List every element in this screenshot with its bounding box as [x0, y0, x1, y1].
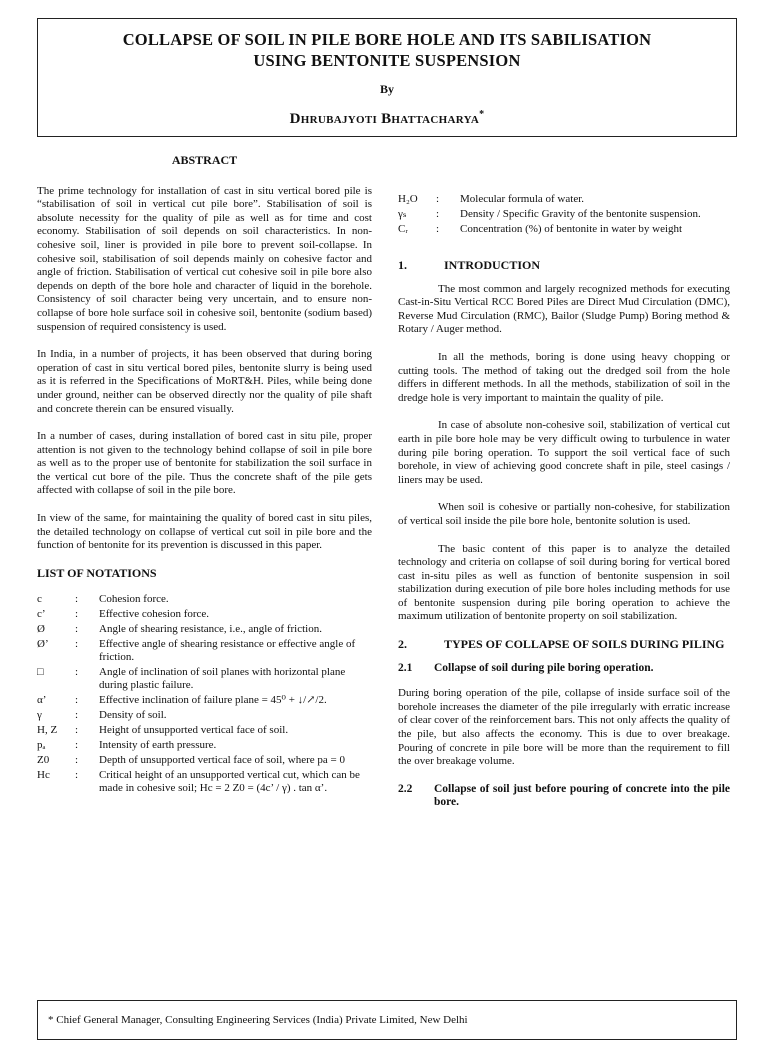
notations-heading: LIST OF NOTATIONS [37, 565, 157, 580]
notation-sep: : [75, 638, 79, 651]
notation-sep: : [75, 593, 79, 606]
notation-row [37, 592, 372, 607]
author-name: Dhrubajyoti Bhattacharya [289, 111, 480, 127]
notation-sep: : [436, 193, 440, 205]
intro-paragraph: In all the methods, boring is done using heavy chopping or cutting tools. The method of taking out the dredged soil from the hole differs in different methods. In all the methods, stabilization of soil in the dredge hole is very important to maintain the quality of pile. [398, 350, 730, 404]
notation-definition: Density of soil. [99, 709, 167, 722]
abstract-paragraph: In India, in a number of projects, it has been observed that during boring operation of cast in situ vertical bored piles, bentonite slurry is being used as it is referred in the Specifications of MoRT&H. Piles, while being done under ground, neither can be observed directly nor the quality of pile shaft and concrete therein can be ensured visually. [37, 348, 372, 415]
intro-paragraph: The most common and largely recognized methods for executing Cast-in-Situ Vertical RCC Bored Piles are Direct Mud Circulation (DMC), Reverse Mud Circulation (RMC), Bailor (Sludge Pump) Boring method & Rotary / Auger method. [398, 282, 730, 336]
left-column [37, 150, 372, 796]
notation-symbol: Hc [37, 769, 50, 782]
notation-definition: Cohesion force. [99, 593, 169, 606]
footnote-text: * Chief General Manager, Consulting Engineering Services (India) Private Limited, New Delhi [48, 1014, 468, 1026]
notation-sep: : [75, 623, 79, 636]
notation-definition: Angle of shearing resistance, i.e., angle of friction. [99, 623, 322, 636]
notation-symbol: c [37, 593, 42, 606]
notation-symbol: Ø [37, 623, 45, 636]
section-title: INTRODUCTION [444, 258, 541, 272]
subsection-2-2-heading [398, 783, 730, 810]
notation-row [37, 738, 372, 753]
notation-symbol: H, Z [37, 724, 58, 737]
notation-sep: : [436, 208, 440, 220]
abstract-paragraph: In a number of cases, during installation of bored cast in situ pile, proper attention is not given to the technology behind collapse of soil in pile bore as well as to the proper use of bentonite for stabilization the soil surface in the vertical cut bore of the pile. Thus the concrete shaft of the pile gets affected with collapse of soil in the pile bore. [37, 430, 372, 497]
notation-sep: : [75, 666, 79, 679]
title-line-2: USING BENTONITE SUSPENSION [253, 51, 521, 70]
notation-symbol: γ [37, 709, 42, 722]
notation-sep: : [436, 223, 440, 235]
subsection-title: Collapse of soil during pile boring operation. [434, 661, 654, 674]
notation-sep: : [75, 724, 79, 737]
notation-definition: Effective inclination of failure plane = 45⁰ + ↓/↗/2. [99, 694, 327, 707]
intro-paragraph: In case of absolute non-cohesive soil, stabilization of vertical cut earth in pile bore hole may be very difficult owing to turbulence in water during pile boring operation. To support the soil vertical face of such borehole, in view of achieving good concrete shaft in pile, steel casings / liners may be used. [398, 419, 730, 486]
abstract-paragraph: The prime technology for installation of cast in situ vertical bored pile is “stabilisation of soil in vertical cut pile bore”. Stabilisation of soil is absolute necessity for the quality of pile as well as for time and cost economy. Stabilisation of soil depends on soil characteristics. In non-cohesive soil, liner is provided in pile bore to prevent soil-collapse. In cohesive soil, stabilisation of soil depends mainly on cohesive factor and angle of friction. Stabilisation of vertical cut cohesive soil in pile bore also depends on depth of the bore hole and character of liquid in the borehole. Consistency of soil character being very uncertain, and to ensure non-collapse of bore hole surface soil in cohesive soil, bentonite (sodium based) suspension of required consistency is used. [37, 184, 372, 333]
intro-paragraph: The basic content of this paper is to analyze the detailed technology and criteria on collapse of soil during boring for vertical bored cast in-situ piles as well as function of bentonite suspension in soil stabilization during execution of pile bore holes including methods for use of bentonite suspension during pile boring operation to achieve the maximum utilization of bentonite property on soil stabilization. [398, 542, 730, 623]
notations-table-continued [398, 192, 730, 237]
notation-definition: Depth of unsupported vertical face of soil, where pa = 0 [99, 754, 345, 767]
notation-symbol: γₛ [398, 208, 407, 220]
section-number: 2. [398, 637, 407, 652]
notation-definition: Height of unsupported vertical face of soil. [99, 724, 289, 737]
notation-sep: : [75, 608, 79, 621]
intro-heading [398, 259, 730, 273]
subsection-2-1-heading [398, 662, 730, 676]
notation-symbol: pₐ [37, 739, 46, 752]
title-line-1: COLLAPSE OF SOIL IN PILE BORE HOLE AND ITS SABILISATION [122, 30, 652, 49]
notation-definition: Effective angle of shearing resistance or effective angle of friction. [99, 638, 356, 664]
notation-row [398, 207, 730, 222]
author-footnote-mark: * [479, 109, 485, 120]
notation-row [37, 693, 372, 708]
notation-symbol: Z0 [37, 754, 50, 767]
notation-symbol: □ [37, 666, 44, 679]
notation-row [37, 665, 372, 693]
notation-row [37, 622, 372, 637]
notation-symbol: α’ [37, 694, 47, 707]
notation-row [37, 708, 372, 723]
subsection-number: 2.2 [398, 782, 413, 795]
notation-sep: : [75, 694, 79, 707]
notation-symbol: Cᵣ [398, 223, 408, 235]
author-line [38, 109, 736, 128]
subsection-number: 2.1 [398, 661, 413, 674]
subsection-2-1-paragraph: During boring operation of the pile, collapse of inside surface soil of the borehole increases the diameter of the pile irregularly with erratic increase of clear cover of the reinforcement bars. This not only affects the quality of the pile, but also affects the economy. This is due to over breakage. Pouring of concrete in pile bore will be more than the requirement to fill the over breakage volume. [398, 687, 730, 768]
notation-row [37, 723, 372, 738]
intro-paragraph: When soil is cohesive or partially non-cohesive, for stabilization of vertical soil inside the pile bore hole, bentonite solution is used. [398, 501, 730, 527]
notation-row [37, 607, 372, 622]
notation-row [37, 753, 372, 768]
notation-sep: : [75, 739, 79, 752]
section-number: 1. [398, 258, 407, 272]
notation-definition: Angle of inclination of soil planes with horizontal plane during plastic failure. [99, 666, 346, 692]
notation-sep: : [75, 754, 79, 767]
title-box [37, 18, 737, 137]
section2-heading [398, 638, 730, 652]
paper-title [38, 29, 736, 71]
notation-definition: Concentration (%) of bentonite in water by weight [460, 223, 683, 235]
subsection-title: Collapse of soil just before pouring of concrete into the pile bore. [434, 782, 730, 809]
abstract-heading: ABSTRACT [171, 153, 238, 167]
notation-symbol: H₂O [398, 193, 418, 205]
notation-row [37, 768, 372, 796]
footnote-box [37, 1000, 737, 1040]
notation-row [398, 192, 730, 207]
notation-definition: Critical height of an unsupported vertical cut, which can be made in cohesive soil; Hc = 2 Z0 = (4c’ / γ) . tan α’. [99, 769, 360, 795]
notation-row [398, 222, 730, 237]
abstract-paragraph: In view of the same, for maintaining the quality of bored cast in situ piles, the detailed technology on collapse of vertical cut soil in pile bore and the function of bentonite for its prevention is discussed in this paper. [37, 512, 372, 552]
notation-definition: Effective cohesion force. [99, 608, 210, 621]
notation-definition: Intensity of earth pressure. [99, 739, 217, 752]
notation-definition: Molecular formula of water. [460, 193, 585, 205]
notation-definition: Density / Specific Gravity of the bentonite suspension. [460, 208, 701, 220]
section-title: TYPES OF COLLAPSE OF SOILS DURING PILING [444, 637, 725, 652]
notation-symbol: Ø’ [37, 638, 49, 651]
right-column [398, 192, 730, 822]
notation-sep: : [75, 709, 79, 722]
by-label: By [379, 82, 394, 96]
notation-row [37, 637, 372, 665]
notation-symbol: c’ [37, 608, 46, 621]
notations-table [37, 592, 372, 796]
notation-sep: : [75, 769, 79, 782]
